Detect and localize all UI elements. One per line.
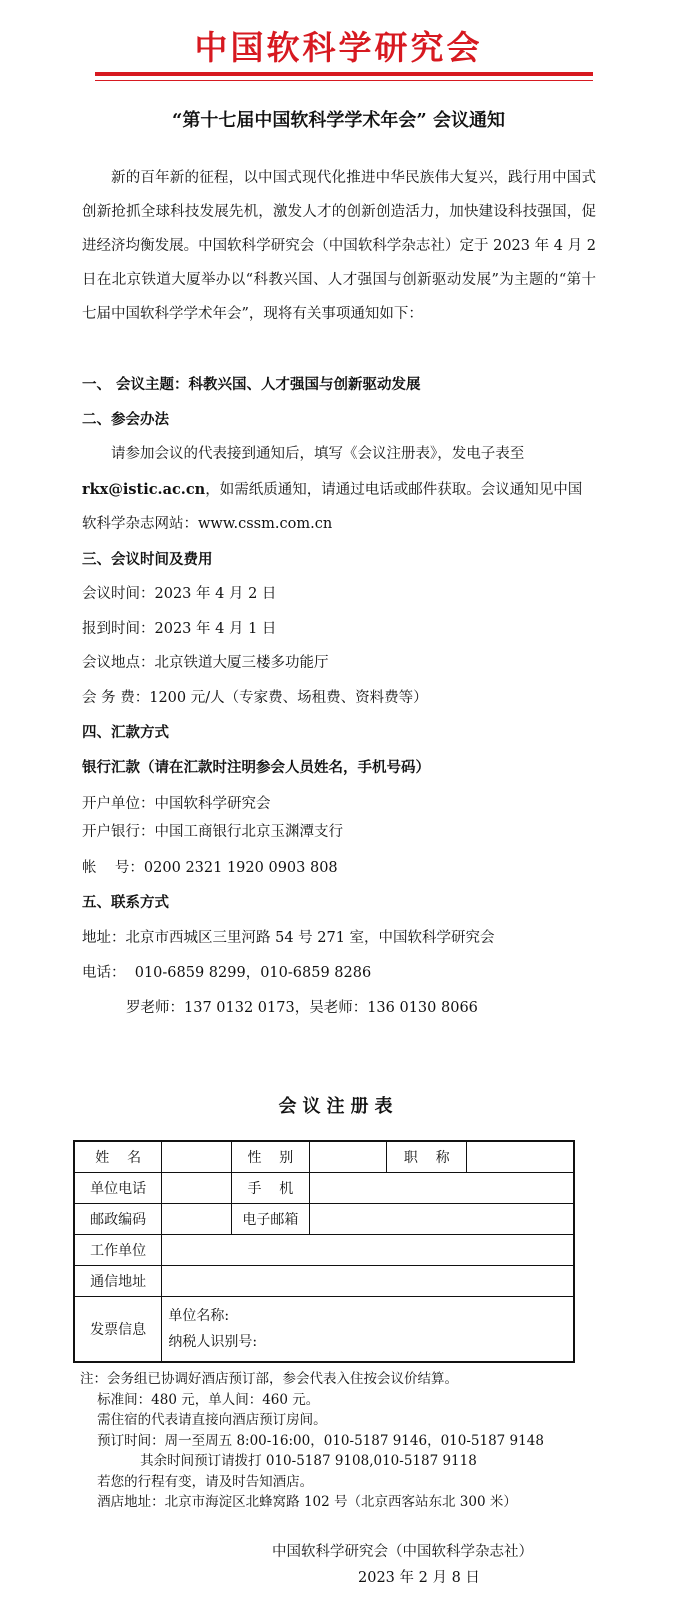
table-row bbox=[74, 1141, 574, 1173]
section-4-heading: 四、汇款方式 bbox=[82, 724, 169, 741]
section-3-heading: 三、会议时间及费用 bbox=[82, 551, 213, 568]
contact-phone: 电话： 010-6859 8299，010-6859 8286 bbox=[82, 965, 372, 981]
invoice-field[interactable] bbox=[162, 1297, 574, 1363]
contact-email-link[interactable]: rkx@istic.ac.cn bbox=[82, 481, 206, 498]
section-2-line-3: 软科学杂志网站：www.cssm.com.cn bbox=[82, 516, 333, 532]
email-field[interactable] bbox=[309, 1204, 574, 1235]
meeting-time: 会议时间：2023 年 4 月 2 日 bbox=[82, 586, 277, 602]
intro-paragraph: 新的百年新的征程，以中国式现代化推进中华民族伟大复兴，践行用中国式创新抢抓全球科技发展先机，激发人才的创新创造活力，加快建设科技强国，促进经济均衡发展。中国软科学研究会（中国软科学杂志社）定于 2023 年 4 月 2 日在北京铁道大厦举办以“科教兴国、人才强国与创新驱动发展”为主题的“第十七届中国软科学学术年会”，现将有关事项通知如下： bbox=[82, 170, 596, 322]
bank-transfer-heading: 银行汇款（请在汇款时注明参会人员姓名，手机号码） bbox=[82, 759, 430, 776]
job-title-label: 职 称 bbox=[387, 1141, 467, 1173]
notice-title: “第十七届中国软科学学术年会” 会议通知 bbox=[172, 110, 505, 131]
contact-persons: 罗老师：137 0132 0173，吴老师：136 0130 8066 bbox=[126, 1000, 478, 1016]
gender-field[interactable] bbox=[309, 1141, 387, 1173]
name-label: 姓 名 bbox=[74, 1141, 162, 1173]
footer-date: 2023 年 2 月 8 日 bbox=[358, 1570, 480, 1586]
table-row bbox=[74, 1266, 574, 1297]
email-label: 电子邮箱 bbox=[231, 1204, 309, 1235]
contact-address: 地址：北京市西城区三里河路 54 号 271 室，中国软科学研究会 bbox=[82, 930, 495, 946]
header-rule-thick bbox=[95, 72, 593, 76]
table-row bbox=[74, 1235, 574, 1266]
work-phone-field[interactable] bbox=[162, 1173, 232, 1204]
registration-table bbox=[73, 1140, 575, 1363]
name-field[interactable] bbox=[162, 1141, 232, 1173]
table-row bbox=[74, 1173, 574, 1204]
footer-organization: 中国软科学研究会（中国软科学杂志社） bbox=[272, 1544, 533, 1560]
note-line: 其余时间预订请拨打 010-5187 9108,010-5187 9118 bbox=[80, 1453, 477, 1469]
note-line: 若您的行程有变，请及时告知酒店。 bbox=[80, 1473, 314, 1490]
accommodation-notes bbox=[80, 1369, 600, 1513]
postcode-field[interactable] bbox=[162, 1204, 232, 1235]
section-2-heading: 二、参会办法 bbox=[82, 411, 169, 428]
section-2-line-1: 请参加会议的代表接到通知后，填写《会议注册表》，发电子表至 bbox=[111, 446, 525, 462]
table-row bbox=[74, 1297, 574, 1363]
note-line: 标准间：480 元，单人间：460 元。 bbox=[80, 1391, 320, 1408]
invoice-company-label: 单位名称: bbox=[168, 1308, 230, 1324]
job-title-field[interactable] bbox=[467, 1141, 574, 1173]
mobile-label: 手 机 bbox=[231, 1173, 309, 1204]
table-row bbox=[74, 1204, 574, 1235]
gender-label: 性 别 bbox=[231, 1141, 309, 1173]
header-rule-thin bbox=[95, 80, 593, 81]
checkin-time: 报到时间：2023 年 4 月 1 日 bbox=[82, 621, 277, 637]
meeting-fee: 会 务 费：1200 元/人（专家费、场租费、资料费等） bbox=[82, 690, 428, 706]
work-phone-label: 单位电话 bbox=[74, 1173, 162, 1204]
note-line: 注：会务组已协调好酒店预订部，参会代表入住按会议价结算。 bbox=[80, 1371, 458, 1387]
invoice-label: 发票信息 bbox=[74, 1297, 162, 1363]
note-line: 酒店地址：北京市海淀区北蜂窝路 102 号（北京西客站东北 300 米） bbox=[80, 1494, 517, 1510]
account-bank: 开户银行：中国工商银行北京玉渊潭支行 bbox=[82, 824, 343, 840]
note-line: 预订时间：周一至周五 8:00-16:00，010-5187 9146，010-5187 9148 bbox=[80, 1432, 544, 1449]
note-line: 需住宿的代表请直接向酒店预订房间。 bbox=[80, 1412, 327, 1428]
mobile-field[interactable] bbox=[309, 1173, 574, 1204]
account-number: 帐 号：0200 2321 1920 0903 808 bbox=[82, 860, 338, 876]
organization-title: 中国软科学研究会 bbox=[194, 28, 483, 67]
postcode-label: 邮政编码 bbox=[74, 1204, 162, 1235]
section-1-theme: 一、 会议主题：科教兴国、人才强国与创新驱动发展 bbox=[82, 376, 421, 393]
meeting-venue: 会议地点：北京铁道大厦三楼多功能厅 bbox=[82, 655, 329, 671]
address-label: 通信地址 bbox=[74, 1266, 162, 1297]
account-holder: 开户单位：中国软科学研究会 bbox=[82, 796, 271, 812]
section-2-line-2 bbox=[82, 480, 602, 500]
employer-field[interactable] bbox=[162, 1235, 574, 1266]
invoice-tax-id-label: 纳税人识别号: bbox=[168, 1334, 258, 1350]
registration-form-title: 会议注册表 bbox=[278, 1096, 399, 1117]
section-5-heading: 五、联系方式 bbox=[82, 894, 169, 911]
section-2-line-2-rest: ，如需纸质通知，请通过电话或邮件获取。会议通知见中国 bbox=[205, 482, 583, 498]
address-field[interactable] bbox=[162, 1266, 574, 1297]
employer-label: 工作单位 bbox=[74, 1235, 162, 1266]
